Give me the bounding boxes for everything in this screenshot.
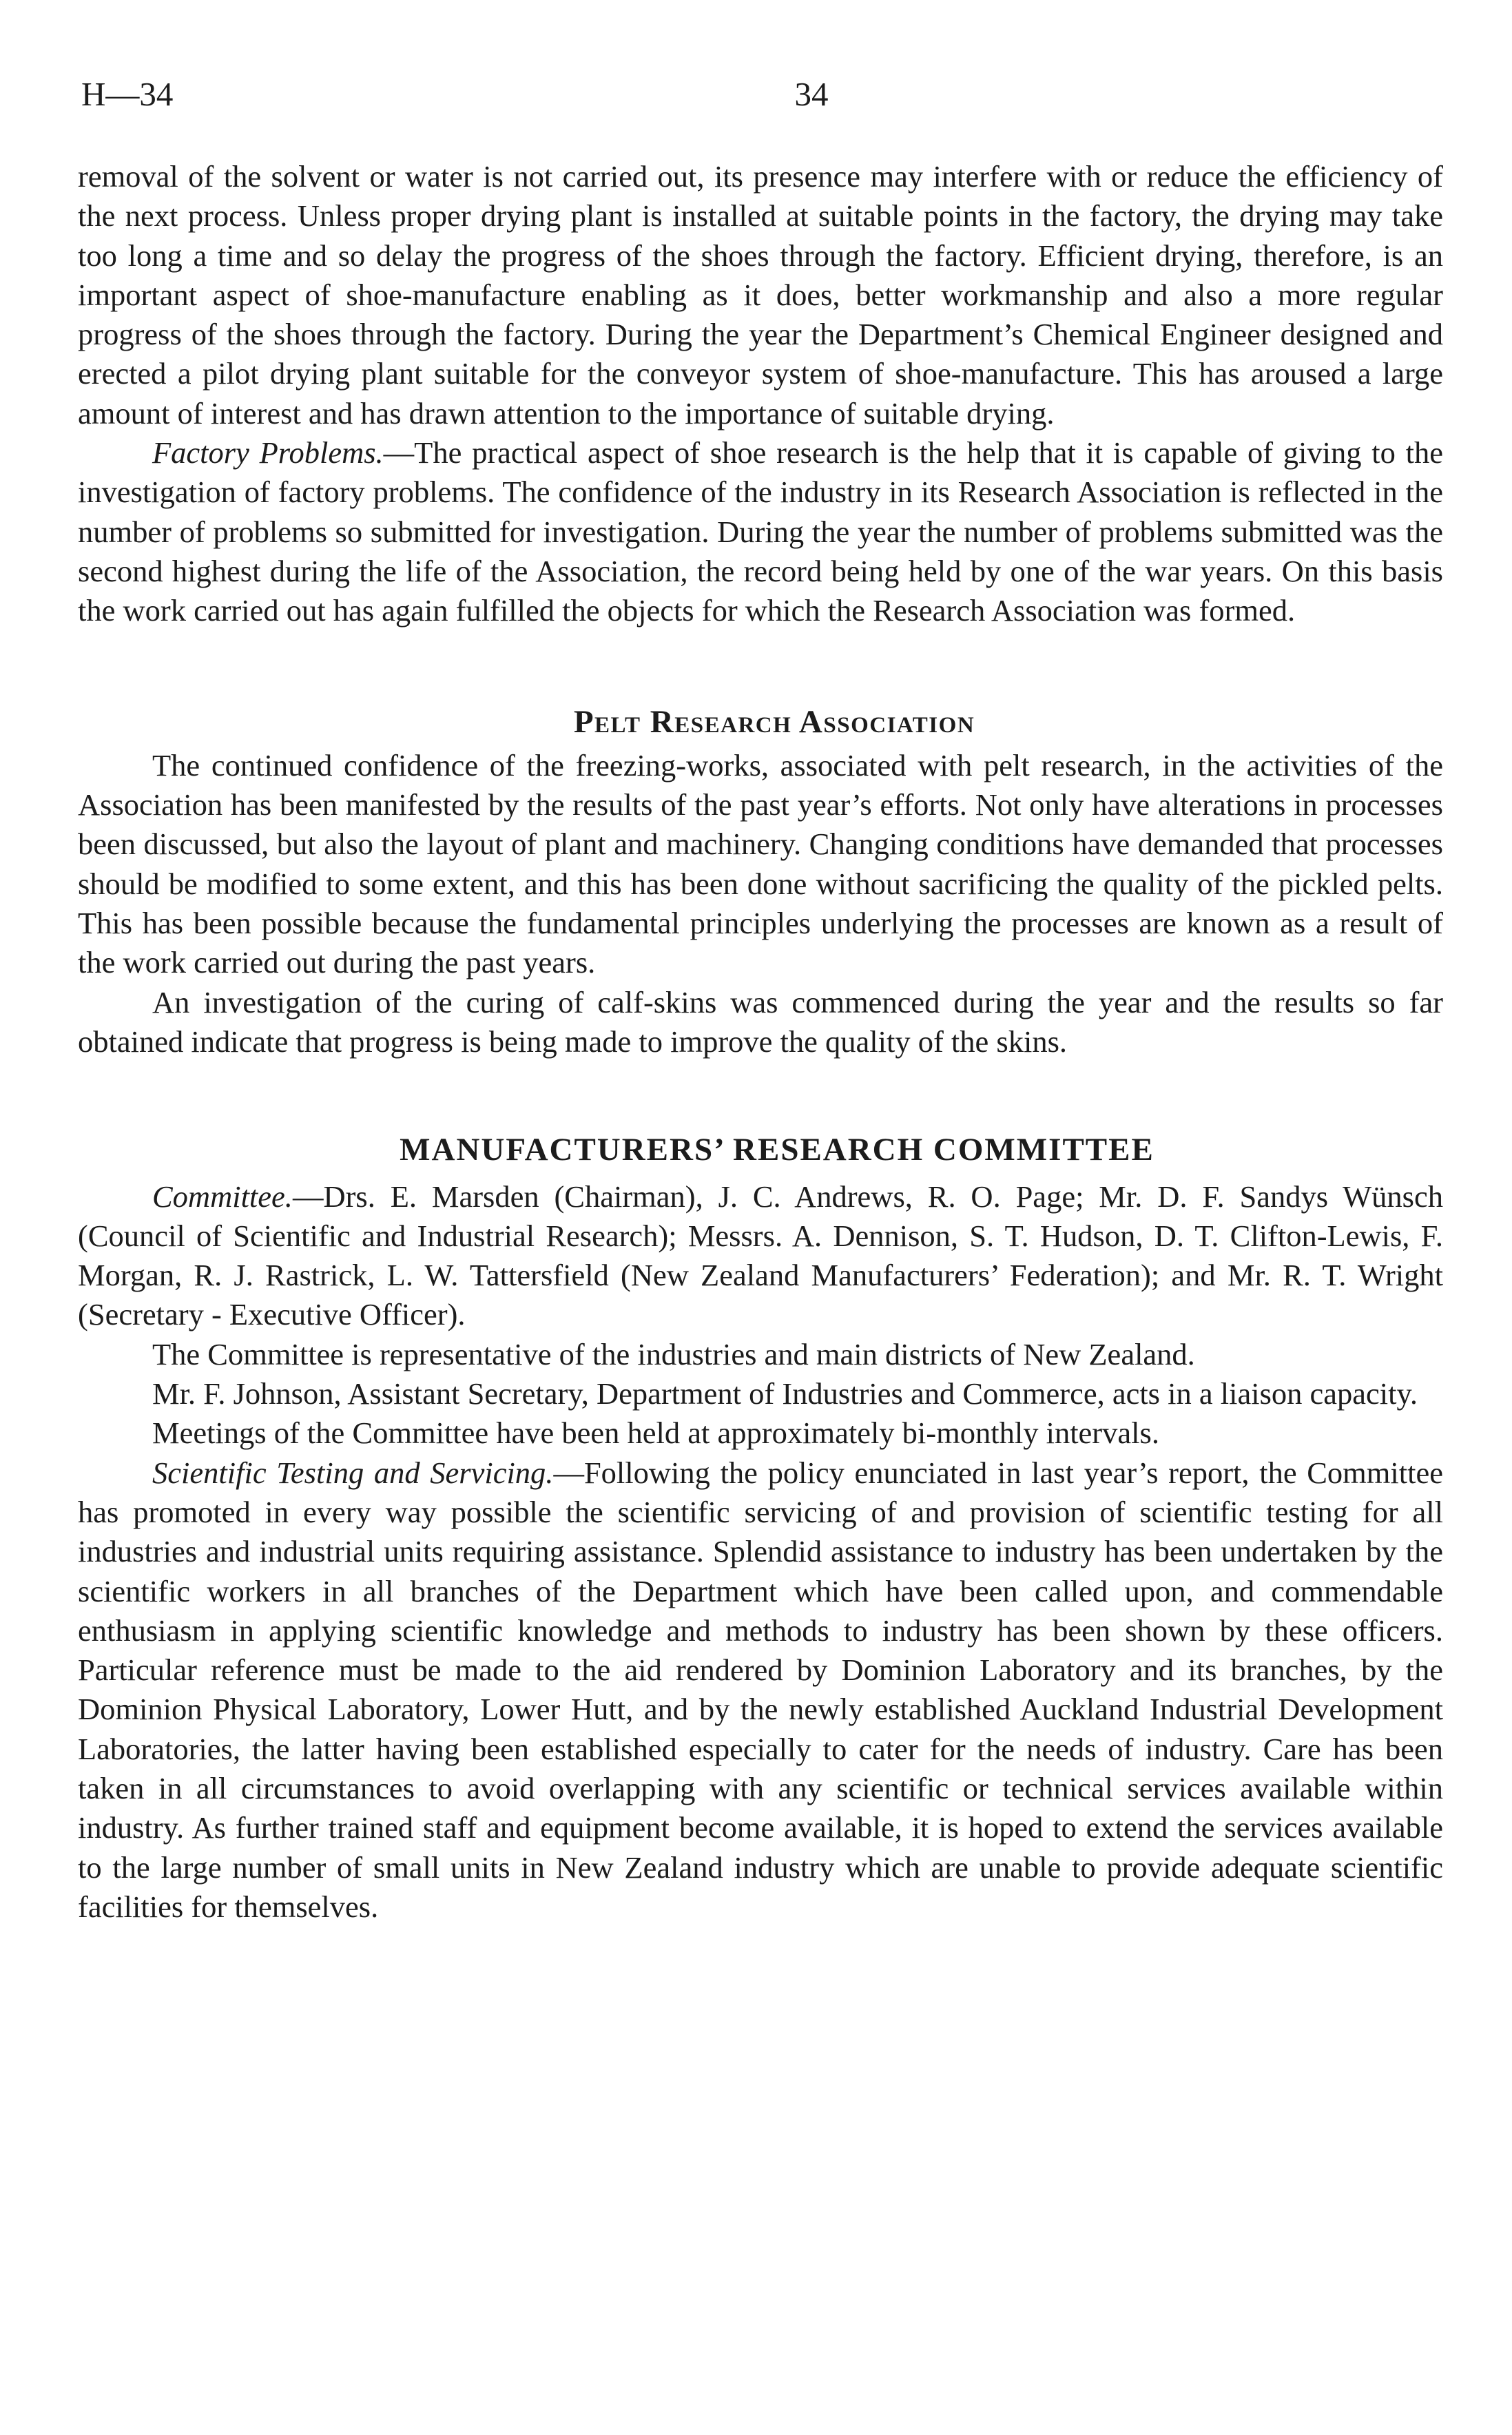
committee-runin: Committee. bbox=[152, 1179, 293, 1214]
pelt-paragraph-1: The continued confidence of the freezing-works, associated with pelt research, in the activities of the Association has been manifested by the results of the past year’s efforts. Not only have alterations in processes been discussed, but also the layout of plant and machinery. Changing conditions have demanded that processes should be modified to some extent, and this has been done without sacrificing the quality of the pickled pelts. This has been possible because the fundamental principles underlying the processes are known as a result of the work carried out during the past years. bbox=[78, 747, 1443, 980]
liaison-paragraph: Mr. F. Johnson, Assistant Secretary, Department of Industries and Commerce, acts in a liaison capacity. bbox=[152, 1376, 1418, 1411]
committee-paragraph bbox=[78, 1177, 1443, 1335]
page-body bbox=[78, 157, 1443, 1927]
factory-problems-text: —The practical aspect of shoe research is the help that it is capable of giving to the investigation of factory problems. The confidence of the industry in its Research Association is reflected in the number of problems so submitted for investigation. During the year the number of problems submitted was the second highest during the life of the Association, the record being held by one of the war years. On this basis the work carried out has again fulfilled the objects for which the Research Association was formed. bbox=[78, 435, 1443, 628]
mrc-section-heading: MANUFACTURERS’ RESEARCH COMMITTEE bbox=[400, 1132, 1154, 1168]
factory-problems-paragraph bbox=[78, 433, 1443, 630]
pelt-section-heading: Pelt Research Association bbox=[573, 703, 975, 740]
meetings-paragraph: Meetings of the Committee have been held at approximately bi-monthly intervals. bbox=[152, 1416, 1159, 1451]
representative-paragraph: The Committee is representative of the industries and main districts of New Zealand. bbox=[152, 1336, 1195, 1371]
scientific-testing-runin: Scientific Testing and Servicing. bbox=[152, 1455, 554, 1490]
page-number: 34 bbox=[794, 75, 829, 113]
scientific-testing-paragraph bbox=[78, 1453, 1443, 1927]
scientific-testing-text: —Following the policy enunciated in last year’s report, the Committee has promoted in every way possible the scientific servicing of and provision of scientific testing for all industries and industrial units requiring assistance. Splendid assistance to industry has been undertaken by the scientific workers in all branches of the Department which have been called upon, and commendable enthusiasm in applying scientific knowledge and methods to industry has been shown by these officers. Particular reference must be made to the aid rendered by Dominion Laboratory and its branches, by the Dominion Physical Laboratory, Lower Hutt, and by the newly established Auckland Industrial Development Laboratories, the latter having been established especially to cater for the needs of industry. Care has been taken in all circumstances to avoid overlapping with any scientific or technical services available within industry. As further trained staff and equipment become available, it is hoped to extend the services available to the large number of small units in New Zealand industry which are unable to provide adequate scientific facilities for themselves. bbox=[78, 1455, 1443, 1924]
committee-text: —Drs. E. Marsden (Chairman), J. C. Andrews, R. O. Page; Mr. D. F. Sandys Wünsch (Council of Scientific and Industrial Research); Messrs. A. Dennison, S. T. Hudson, D. T. Clifton-Lewis, F. Morgan, R. J. Rastrick, L. W. Tattersfield (New Zealand Manufacturers’ Federation); and Mr. R. T. Wright (Secretary - Executive Officer). bbox=[78, 1179, 1443, 1332]
page-header bbox=[81, 74, 1445, 123]
pelt-paragraph-2: An investigation of the curing of calf-skins was commenced during the year and the results so far obtained indicate that progress is being made to improve the quality of the skins. bbox=[78, 984, 1443, 1059]
factory-problems-runin: Factory Problems. bbox=[152, 435, 384, 470]
document-reference: H—34 bbox=[81, 75, 174, 113]
intro-paragraph: removal of the solvent or water is not carried out, its presence may interfere with or reduce the efficiency of the next process. Unless proper drying plant is installed at suitable points in the factory, the drying may take too long a time and so delay the progress of the shoes through the factory. Efficient drying, therefore, is an important aspect of shoe-manufacture enabling as it does, better workmanship and also a more regular progress of the shoes through the factory. During the year the Department’s Chemical Engineer designed and erected a pilot drying plant suitable for the conveyor system of shoe-manufacture. This has aroused a large amount of interest and has drawn attention to the importance of suitable drying. bbox=[78, 159, 1443, 431]
